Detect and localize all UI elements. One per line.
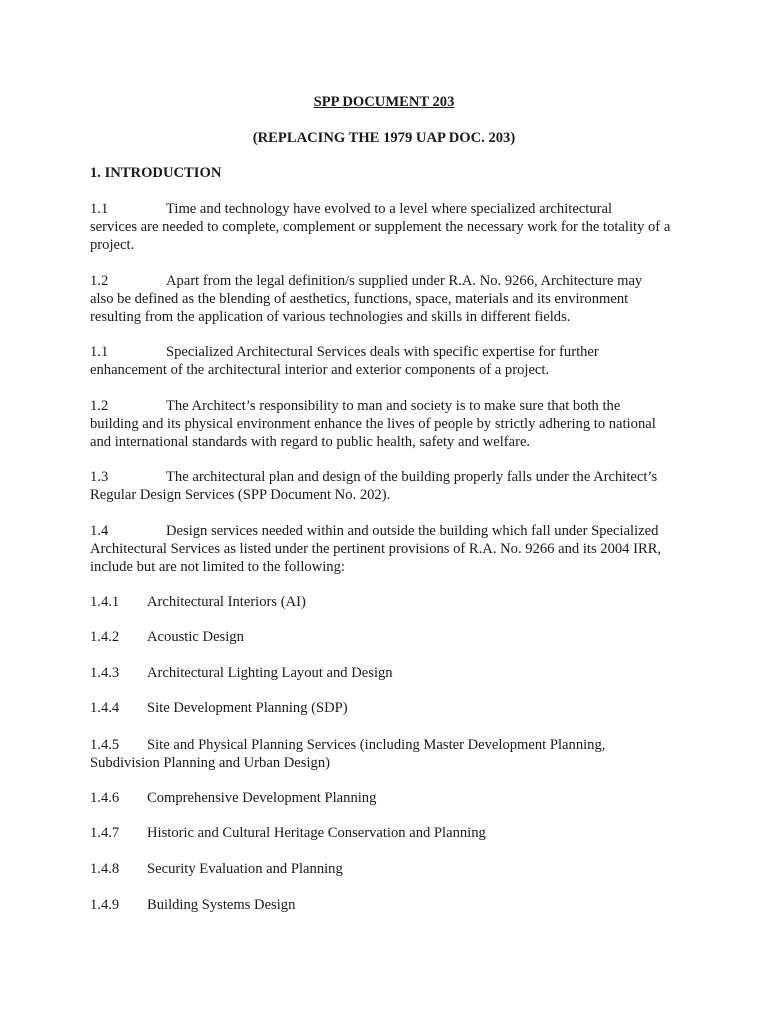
paragraph-first-line: The architectural plan and design of the building properly falls under the Architect’s: [166, 469, 658, 485]
list-item: [90, 628, 680, 646]
section-heading: 1. INTRODUCTION: [90, 165, 222, 181]
paragraph-number: 1.1: [90, 344, 109, 360]
paragraph-5: [90, 468, 676, 504]
paragraph-number: 1.2: [90, 273, 109, 289]
list-item-number: 1.4.4: [90, 700, 120, 716]
paragraph-number: 1.3: [90, 469, 109, 485]
paragraph-number: 1.1: [90, 201, 109, 217]
list-item-number: 1.4.5: [90, 737, 120, 753]
paragraph-first-line: Time and technology have evolved to a level where specialized architectural: [166, 201, 613, 217]
list-item-text: Architectural Lighting Layout and Design: [147, 665, 393, 681]
list-item: [90, 824, 680, 842]
list-item-text: Security Evaluation and Planning: [147, 861, 343, 877]
list-item-text: Site Development Planning (SDP): [147, 700, 348, 716]
list-item: [90, 664, 680, 682]
list-item: [90, 593, 680, 611]
list-item-number: 1.4.7: [90, 825, 120, 841]
list-item-continuation: Subdivision Planning and Urban Design): [90, 755, 330, 771]
paragraph-number: 1.2: [90, 398, 109, 414]
paragraph-6: [90, 522, 676, 576]
list-item-number: 1.4.9: [90, 897, 120, 913]
paragraph-2: [90, 272, 676, 326]
list-item-text: Architectural Interiors (AI): [147, 594, 306, 610]
list-item-text: Historic and Cultural Heritage Conservation and Planning: [147, 825, 486, 841]
paragraph-3: [90, 343, 676, 379]
paragraph-body: Regular Design Services (SPP Document No. 202).: [90, 487, 391, 503]
document-subtitle: (REPLACING THE 1979 UAP DOC. 203): [252, 130, 516, 146]
list-item-number: 1.4.6: [90, 790, 120, 806]
list-item-text: Comprehensive Development Planning: [147, 790, 377, 806]
paragraph-number: 1.4: [90, 523, 109, 539]
paragraph-body: enhancement of the architectural interior and exterior components of a project.: [90, 362, 550, 378]
list-item-text: Building Systems Design: [147, 897, 296, 913]
paragraph-4: [90, 397, 676, 451]
paragraph-1: [90, 200, 676, 254]
list-item: [90, 699, 680, 717]
paragraph-body: Architectural Services as listed under the pertinent provisions of R.A. No. 9266 and its 2004 IRR, include but are not limited to the following:: [90, 541, 662, 575]
list-item-text: Site and Physical Planning Services (including Master Development Planning,: [147, 737, 606, 753]
list-item-text: Acoustic Design: [147, 629, 244, 645]
list-item: [90, 896, 680, 914]
list-item-number: 1.4.8: [90, 861, 120, 877]
list-item: [90, 789, 680, 807]
list-item-number: 1.4.3: [90, 665, 120, 681]
list-item: [90, 860, 680, 878]
list-item: [90, 736, 680, 772]
paragraph-body: also be defined as the blending of aesthetics, functions, space, materials and its environment resulting from the application of various technologies and skills in different fields.: [90, 291, 629, 325]
paragraph-body: services are needed to complete, complement or supplement the necessary work for the totality of a project.: [90, 219, 671, 253]
list-item-number: 1.4.2: [90, 629, 120, 645]
paragraph-first-line: Design services needed within and outside the building which fall under Specialized: [166, 523, 659, 539]
paragraph-first-line: Specialized Architectural Services deals with specific expertise for further: [166, 344, 599, 360]
paragraph-body: building and its physical environment enhance the lives of people by strictly adhering to national and international standards with regard to public health, safety and welfare.: [90, 416, 656, 450]
paragraph-first-line: Apart from the legal definition/s supplied under R.A. No. 9266, Architecture may: [166, 273, 643, 289]
document-title: SPP DOCUMENT 203: [313, 94, 455, 110]
paragraph-first-line: The Architect’s responsibility to man and society is to make sure that both the: [166, 398, 621, 414]
list-item-number: 1.4.1: [90, 594, 120, 610]
